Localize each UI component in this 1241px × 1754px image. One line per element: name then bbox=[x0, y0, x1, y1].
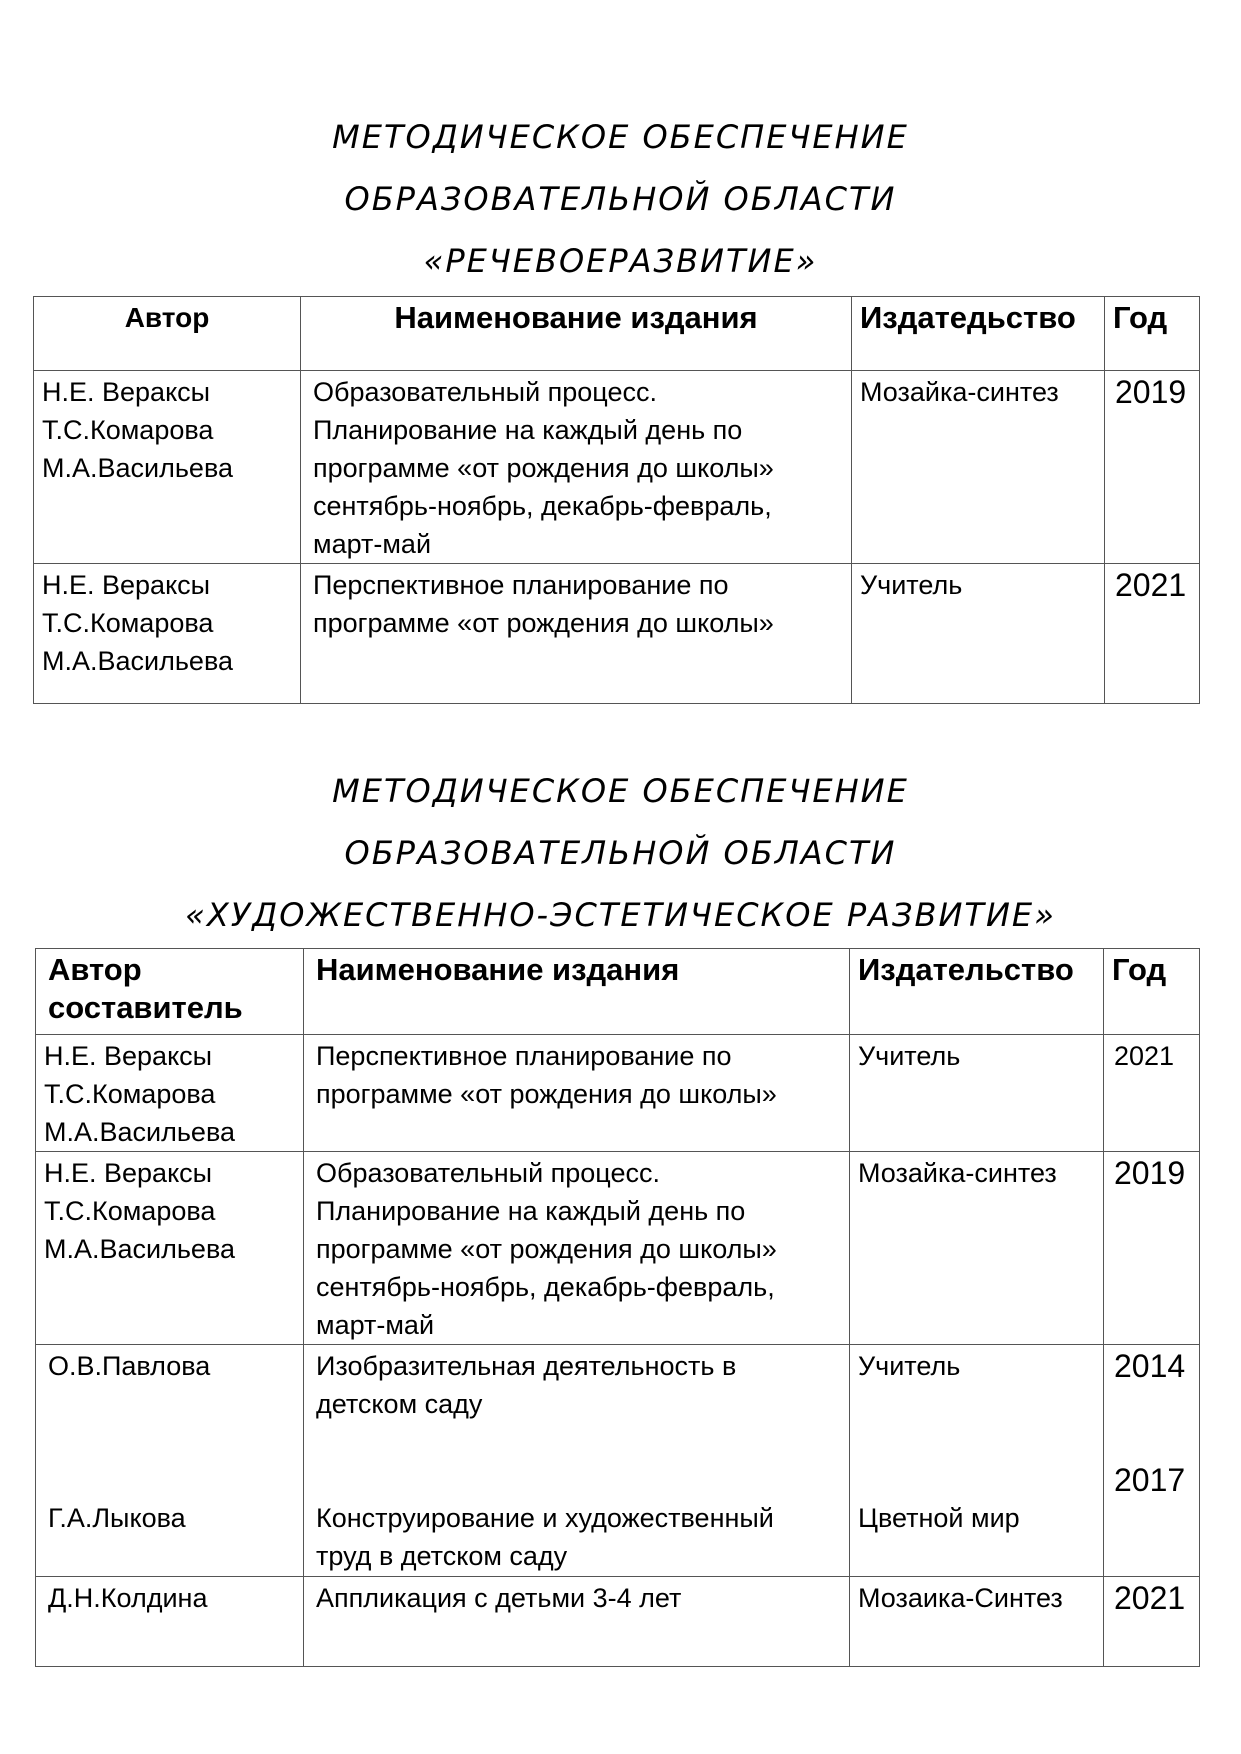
author-cell: Н.Е. Вераксы Т.С.Комарова М.А.Васильева bbox=[36, 1152, 304, 1345]
column-header-year: Год bbox=[1105, 297, 1200, 371]
year-cell: 2019 bbox=[1105, 371, 1200, 564]
table-row bbox=[34, 564, 1200, 704]
section-1-heading bbox=[0, 106, 1241, 292]
column-header-title: Наименование издания bbox=[304, 949, 850, 1035]
author-cell: Д.Н.Колдина bbox=[36, 1577, 304, 1667]
year-cell: 2021 bbox=[1104, 1035, 1200, 1152]
heading-line: МЕТОДИЧЕСКОЕ ОБЕСПЕЧЕНИЕ bbox=[332, 118, 909, 156]
author-cell: Н.Е. Вераксы Т.С.Комарова М.А.Васильева bbox=[36, 1035, 304, 1152]
publisher-cell: Мозайка-синтез bbox=[852, 371, 1105, 564]
heading-line: ОБРАЗОВАТЕЛЬНОЙ ОБЛАСТИ bbox=[344, 180, 897, 218]
title-cell: Образовательный процесс. Планирование на каждый день по программе «от рождения до школы» сентябрь-ноябрь, декабрь-февраль, март-май bbox=[304, 1152, 850, 1345]
title-cell: Перспективное планирование по программе «от рождения до школы» bbox=[301, 564, 852, 704]
heading-line: МЕТОДИЧЕСКОЕ ОБЕСПЕЧЕНИЕ bbox=[332, 772, 909, 810]
column-header-author: Автор bbox=[34, 297, 301, 371]
year-cell: 2014 2017 bbox=[1104, 1345, 1200, 1577]
publisher-cell: Учитель bbox=[850, 1035, 1104, 1152]
table-row bbox=[36, 1152, 1200, 1345]
column-header-author: Автор составитель bbox=[36, 949, 304, 1035]
author-cell: О.В.Павлова Г.А.Лыкова bbox=[36, 1345, 304, 1577]
year-cell: 2021 bbox=[1104, 1577, 1200, 1667]
publisher-cell: Учитель bbox=[852, 564, 1105, 704]
publisher-cell: Учитель Цветной мир bbox=[850, 1345, 1104, 1577]
table-row bbox=[36, 1577, 1200, 1667]
table-row bbox=[34, 371, 1200, 564]
heading-line: «РЕЧЕВОЕРАЗВИТИЕ» bbox=[423, 242, 818, 280]
speech-development-table bbox=[33, 296, 1200, 704]
year-cell: 2021 bbox=[1105, 564, 1200, 704]
publisher-cell: Мозайка-синтез bbox=[850, 1152, 1104, 1345]
title-cell: Аппликация с детьми 3-4 лет bbox=[304, 1577, 850, 1667]
art-aesthetic-development-table bbox=[35, 948, 1200, 1667]
title-cell: Образовательный процесс. Планирование на каждый день по программе «от рождения до школы» сентябрь-ноябрь, декабрь-февраль, март-май bbox=[301, 371, 852, 564]
table-header-row bbox=[34, 297, 1200, 371]
author-cell: Н.Е. Вераксы Т.С.Комарова М.А.Васильева bbox=[34, 564, 301, 704]
table-row bbox=[36, 1345, 1200, 1577]
title-cell: Перспективное планирование по программе «от рождения до школы» bbox=[304, 1035, 850, 1152]
author-cell: Н.Е. Вераксы Т.С.Комарова М.А.Васильева bbox=[34, 371, 301, 564]
year-cell: 2019 bbox=[1104, 1152, 1200, 1345]
table-row bbox=[36, 1035, 1200, 1152]
heading-line: «ХУДОЖЕСТВЕННО-ЭСТЕТИЧЕСКОЕ РАЗВИТИЕ» bbox=[185, 896, 1056, 934]
table-header-row bbox=[36, 949, 1200, 1035]
title-cell: Изобразительная деятельность в детском саду Конструирование и художественный труд в детском саду bbox=[304, 1345, 850, 1577]
column-header-publisher: Издательство bbox=[850, 949, 1104, 1035]
heading-line: ОБРАЗОВАТЕЛЬНОЙ ОБЛАСТИ bbox=[344, 834, 897, 872]
column-header-publisher: Издатедьство bbox=[852, 297, 1105, 371]
column-header-title: Наименование издания bbox=[301, 297, 852, 371]
publisher-cell: Мозаика-Синтез bbox=[850, 1577, 1104, 1667]
section-2-heading bbox=[0, 760, 1241, 946]
column-header-year: Год bbox=[1104, 949, 1200, 1035]
